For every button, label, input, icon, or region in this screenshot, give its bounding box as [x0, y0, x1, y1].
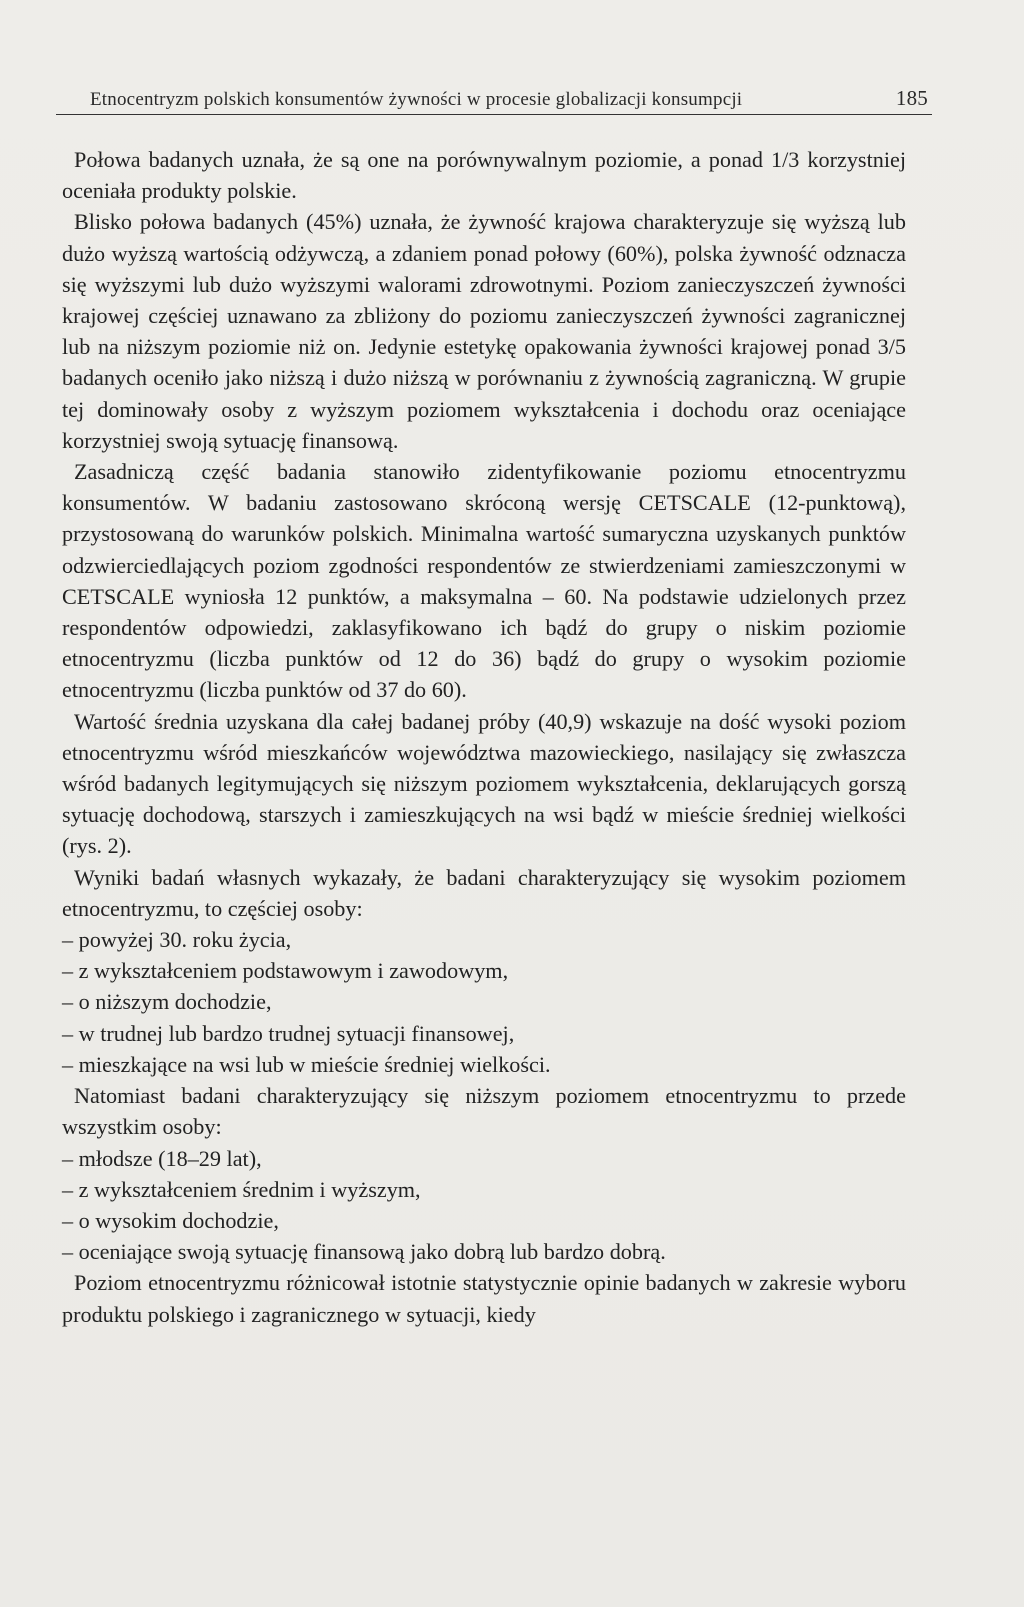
list-item: – w trudnej lub bardzo trudnej sytuacji finansowej,	[62, 1020, 515, 1046]
list-item: – z wykształceniem podstawowym i zawodowym,	[62, 958, 509, 984]
body-text	[62, 144, 906, 1330]
page-number: 185	[895, 86, 928, 110]
list-item: – mieszkające na wsi lub w mieście średniej wielkości.	[62, 1051, 551, 1077]
running-header	[90, 86, 928, 111]
paragraph: Natomiast badani charakteryzujący się niższym poziomem etnocentryzmu to przede wszystkim osoby:	[62, 1083, 906, 1140]
paragraph: Wyniki badań własnych wykazały, że badani charakteryzujący się wysokim poziomem etnocentryzmu, to częściej osoby:	[62, 864, 906, 921]
list-low-ethnocentrism	[62, 1143, 906, 1268]
paragraph: Wartość średnia uzyskana dla całej badanej próby (40,9) wskazuje na dość wysoki poziom etnocentryzmu wśród mieszkańców województwa mazowieckiego, nasilający się zwłaszcza wśród badanych legitymujących się niższym poziomem wykształcenia, deklarujących gorszą sytuację dochodową, starszych i zamieszkujących na wsi bądź w mieście średniej wielkości (rys. 2).	[62, 708, 906, 859]
paragraph: Blisko połowa badanych (45%) uznała, że żywność krajowa charakteryzuje się wyższą lub dużo wyższą wartością odżywczą, a zdaniem ponad połowy (60%), polska żywność odznacza się wyższymi lub dużo wyższymi walorami zdrowotnymi. Poziom zanieczyszczeń żywności krajowej częściej uznawano za zbliżony do poziomu zanieczyszczeń żywności zagranicznej lub na niższym poziomie niż on. Jedynie estetykę opakowania żywności krajowej ponad 3/5 badanych oceniło jako niższą i dużo niższą w porównaniu z żywnością zagraniczną. W grupie tej dominowały osoby z wyższym poziomem wykształcenia i dochodu oraz oceniające korzystniej swoją sytuację finansową.	[62, 209, 906, 453]
paragraph: Poziom etnocentryzmu różnicował istotnie statystycznie opinie badanych w zakresie wyboru produktu polskiego i zagranicznego w sytuacji, kiedy	[62, 1270, 906, 1327]
list-high-ethnocentrism	[62, 924, 906, 1080]
list-item: – z wykształceniem średnim i wyższym,	[62, 1176, 421, 1202]
list-item: – oceniające swoją sytuację finansową jako dobrą lub bardzo dobrą.	[62, 1239, 666, 1265]
list-item: – młodsze (18–29 lat),	[62, 1145, 262, 1171]
running-title: Etnocentryzm polskich konsumentów żywności w procesie globalizacji konsumpcji	[90, 89, 743, 110]
list-item: – powyżej 30. roku życia,	[62, 927, 292, 953]
paragraph: Zasadniczą część badania stanowiło zidentyfikowanie poziomu etnocentryzmu konsumentów. W badaniu zastosowano skróconą wersję CETSCALE (12-punktową), przystosowaną do warunków polskich. Minimalna wartość sumaryczna uzyskanych punktów odzwierciedlających poziom zgodności respondentów ze stwierdzeniami zamieszczonymi w CETSCALE wyniosła 12 punktów, a maksymalna – 60. Na podstawie udzielonych przez respondentów odpowiedzi, zaklasyfikowano ich bądź do grupy o niskim poziomie etnocentryzmu (liczba punktów od 12 do 36) bądź do grupy o wysokim poziomie etnocentryzmu (liczba punktów od 37 do 60).	[62, 459, 906, 703]
list-item: – o wysokim dochodzie,	[62, 1207, 279, 1233]
header-rule	[56, 114, 932, 115]
paragraph: Połowa badanych uznała, że są one na porównywalnym poziomie, a ponad 1/3 korzystniej oceniała produkty polskie.	[62, 147, 906, 204]
list-item: – o niższym dochodzie,	[62, 989, 272, 1015]
